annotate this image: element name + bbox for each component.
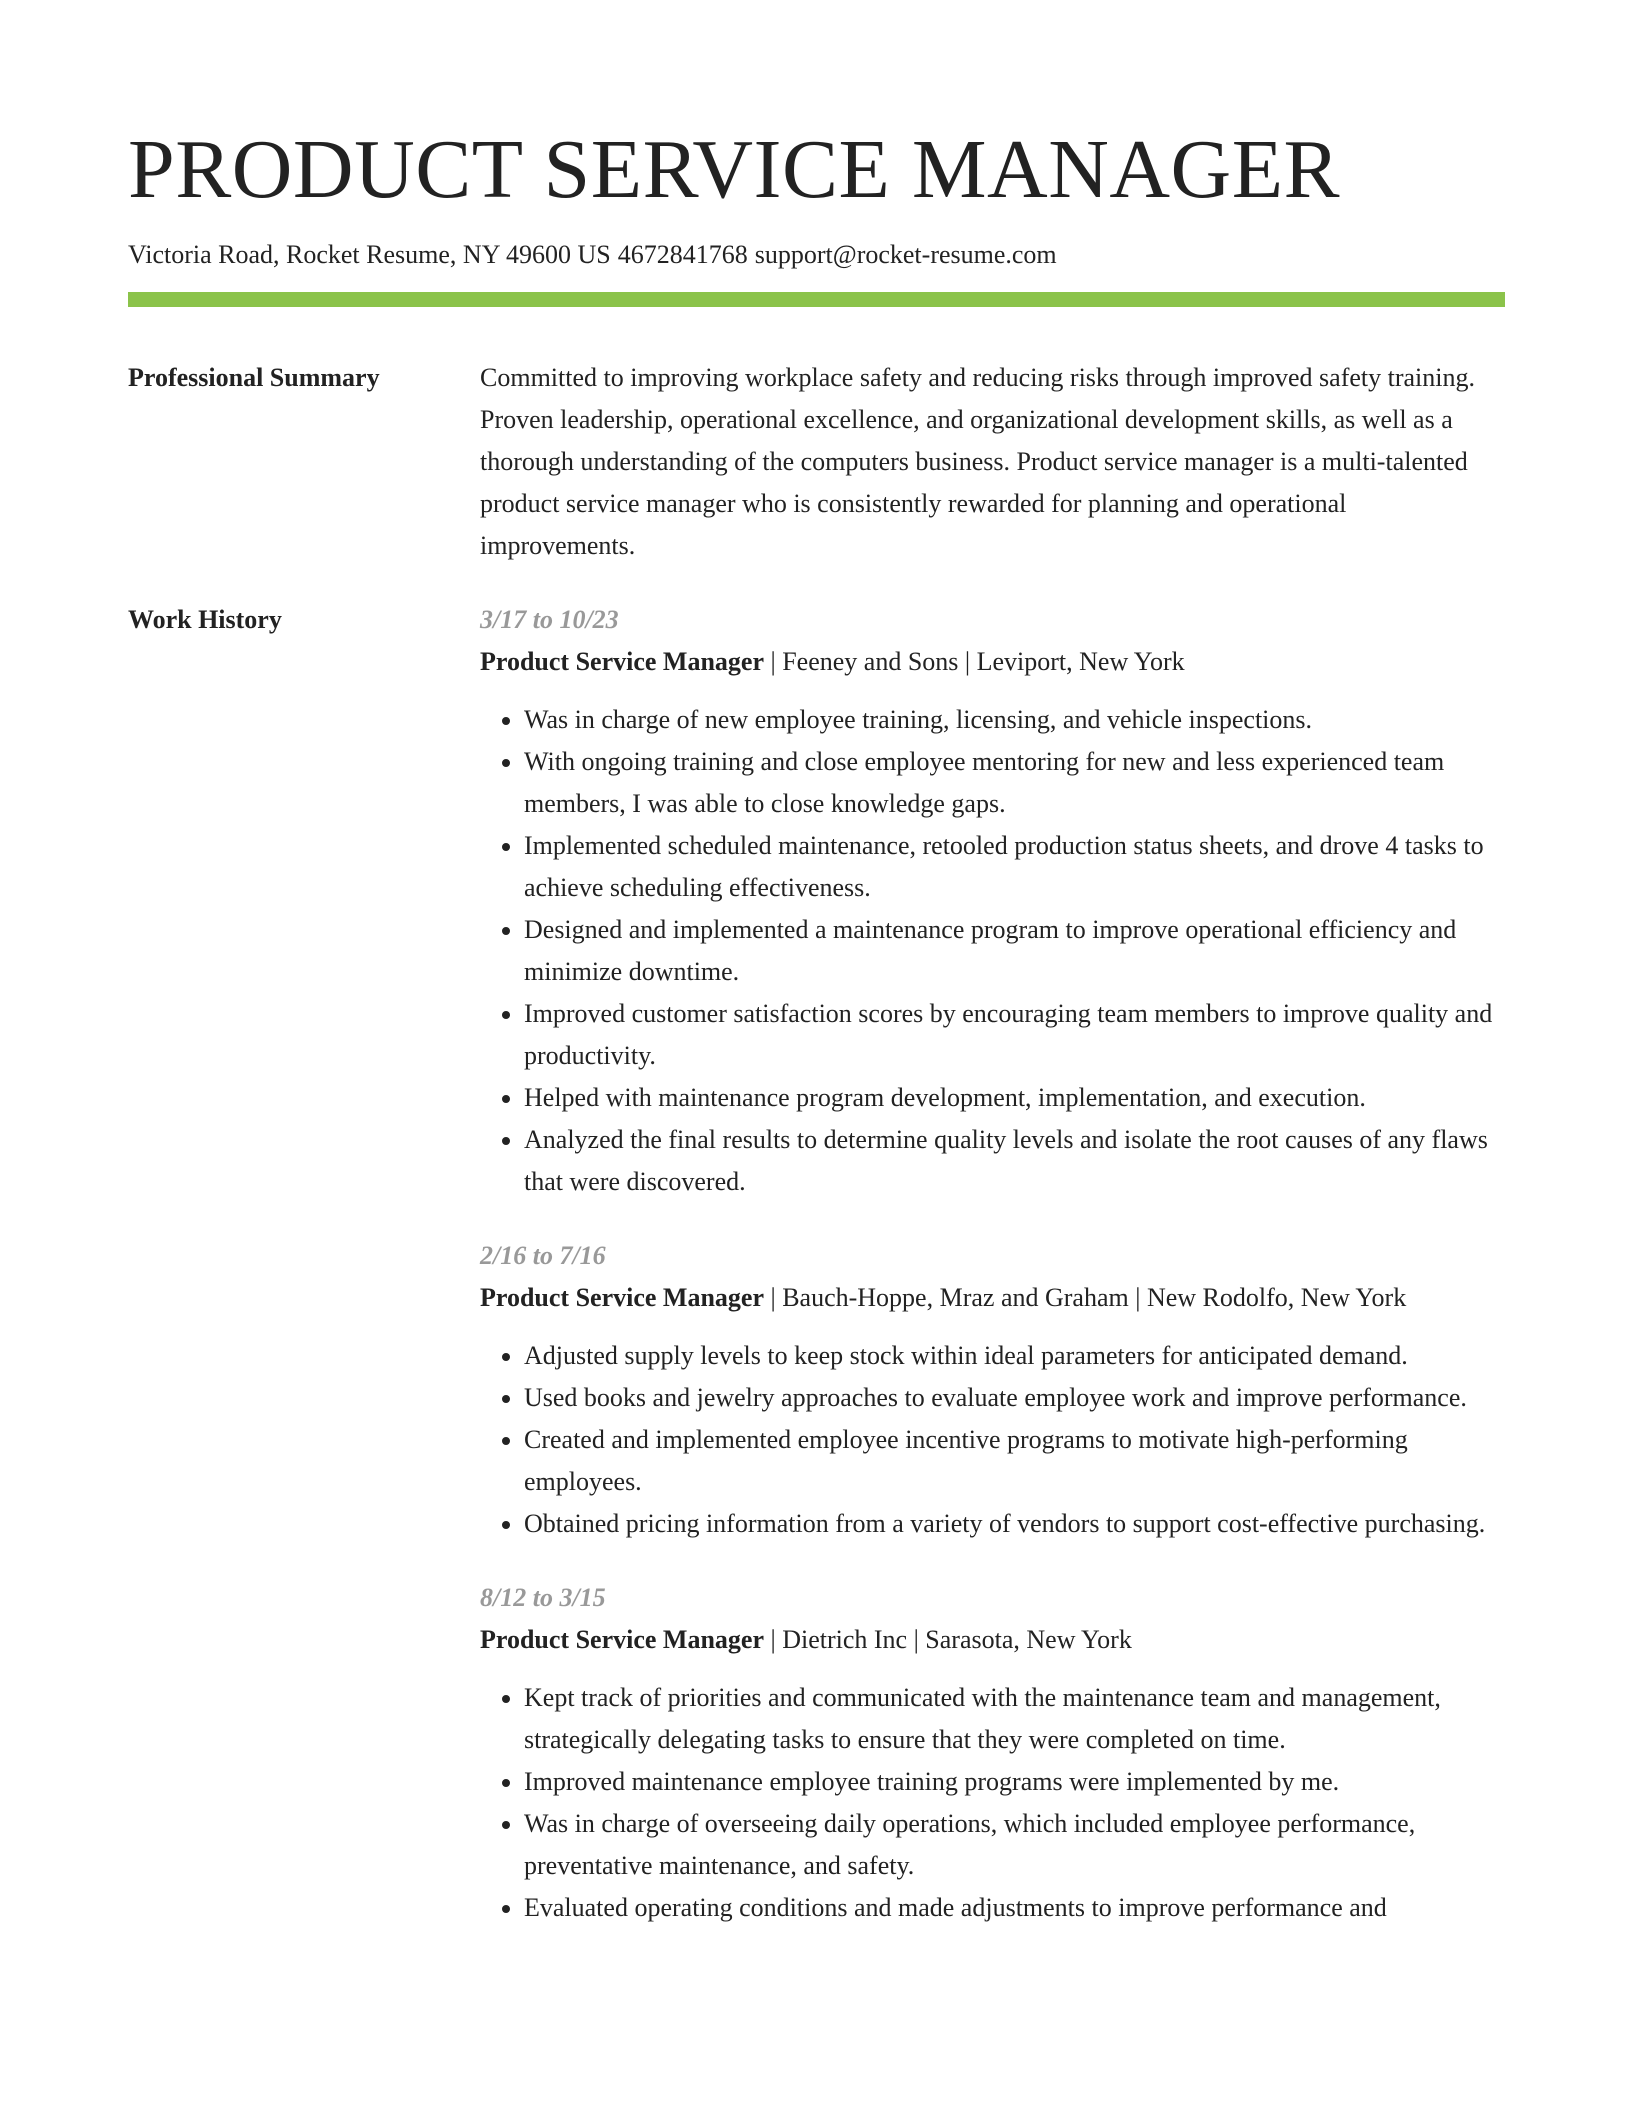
job-bullet-list — [480, 1677, 1505, 1929]
job-bullet: • Kept track of priorities and communicated with the maintenance team and management, strategically delegating tasks to ensure that they were completed on time. — [524, 1677, 1505, 1761]
job-dates: 3/17 to 10/23 — [480, 605, 619, 634]
job-bullet: • Obtained pricing information from a variety of vendors to support cost-effective purchasing. — [524, 1503, 1505, 1545]
job-title: Product Service Manager — [480, 1625, 764, 1654]
job-bullet: • Improved customer satisfaction scores by encouraging team members to improve quality and productivity. — [524, 993, 1505, 1077]
job-dates: 8/12 to 3/15 — [480, 1583, 606, 1612]
job-bullet: • Improved maintenance employee training programs were implemented by me. — [524, 1761, 1505, 1803]
job-bullet: • Was in charge of overseeing daily operations, which included employee performance, preventative maintenance, and safety. — [524, 1803, 1505, 1887]
job-title: Product Service Manager — [480, 1283, 764, 1312]
work-history-heading: Work History — [128, 605, 282, 634]
job-bullet: • Adjusted supply levels to keep stock within ideal parameters for anticipated demand. — [524, 1335, 1505, 1377]
job-bullet: • Evaluated operating conditions and made adjustments to improve performance and — [524, 1887, 1505, 1929]
job-bullet: • Analyzed the final results to determine quality levels and isolate the root causes of any flaws that were discovered. — [524, 1119, 1505, 1203]
job-dates: 2/16 to 7/16 — [480, 1241, 606, 1270]
contact-email: support@rocket-resume.com — [754, 240, 1057, 269]
job-header — [480, 641, 1505, 683]
job-header — [480, 1619, 1505, 1661]
job-title: Product Service Manager — [480, 647, 764, 676]
contact-phone: 4672841768 — [617, 240, 748, 269]
job-bullet: • With ongoing training and close employee mentoring for new and less experienced team members, I was able to close knowledge gaps. — [524, 741, 1505, 825]
work-history-list — [480, 599, 1505, 1961]
contact-address: Victoria Road, Rocket Resume, NY 49600 US — [128, 240, 611, 269]
job-bullet: • Used books and jewelry approaches to evaluate employee work and improve performance. — [524, 1377, 1505, 1419]
job-bullet: • Created and implemented employee incentive programs to motivate high-performing employees. — [524, 1419, 1505, 1503]
job-employer-location: | Feeney and Sons | Leviport, New York — [764, 647, 1185, 676]
job-employer-location: | Dietrich Inc | Sarasota, New York — [764, 1625, 1132, 1654]
job-bullet: • Implemented scheduled maintenance, retooled production status sheets, and drove 4 tasks to achieve scheduling effectiveness. — [524, 825, 1505, 909]
header-divider — [128, 292, 1505, 307]
job-bullet-list — [480, 1335, 1505, 1545]
contact-line — [128, 238, 1505, 272]
resume-name-heading: PRODUCT SERVICE MANAGER — [128, 123, 1341, 216]
job-bullet-list — [480, 699, 1505, 1203]
job-header — [480, 1277, 1505, 1319]
job-bullet: • Helped with maintenance program development, implementation, and execution. — [524, 1077, 1505, 1119]
resume-page — [128, 0, 1505, 1961]
job-entry — [480, 1577, 1505, 1929]
professional-summary-text: Committed to improving workplace safety and reducing risks through improved safety training. Proven leadership, operational excellence, and organizational development skills, as well as a thorough understanding of the computers business. Product service manager is a multi-talented product service manager who is consistently rewarded for planning and operational improvements. — [480, 363, 1476, 560]
professional-summary-heading: Professional Summary — [128, 363, 380, 392]
work-history-section — [128, 599, 1505, 1961]
job-entry — [480, 1235, 1505, 1545]
job-employer-location: | Bauch-Hoppe, Mraz and Graham | New Rodolfo, New York — [764, 1283, 1407, 1312]
job-bullet: • Designed and implemented a maintenance program to improve operational efficiency and minimize downtime. — [524, 909, 1505, 993]
job-entry — [480, 599, 1505, 1203]
professional-summary-section — [128, 357, 1505, 567]
job-bullet: • Was in charge of new employee training, licensing, and vehicle inspections. — [524, 699, 1505, 741]
